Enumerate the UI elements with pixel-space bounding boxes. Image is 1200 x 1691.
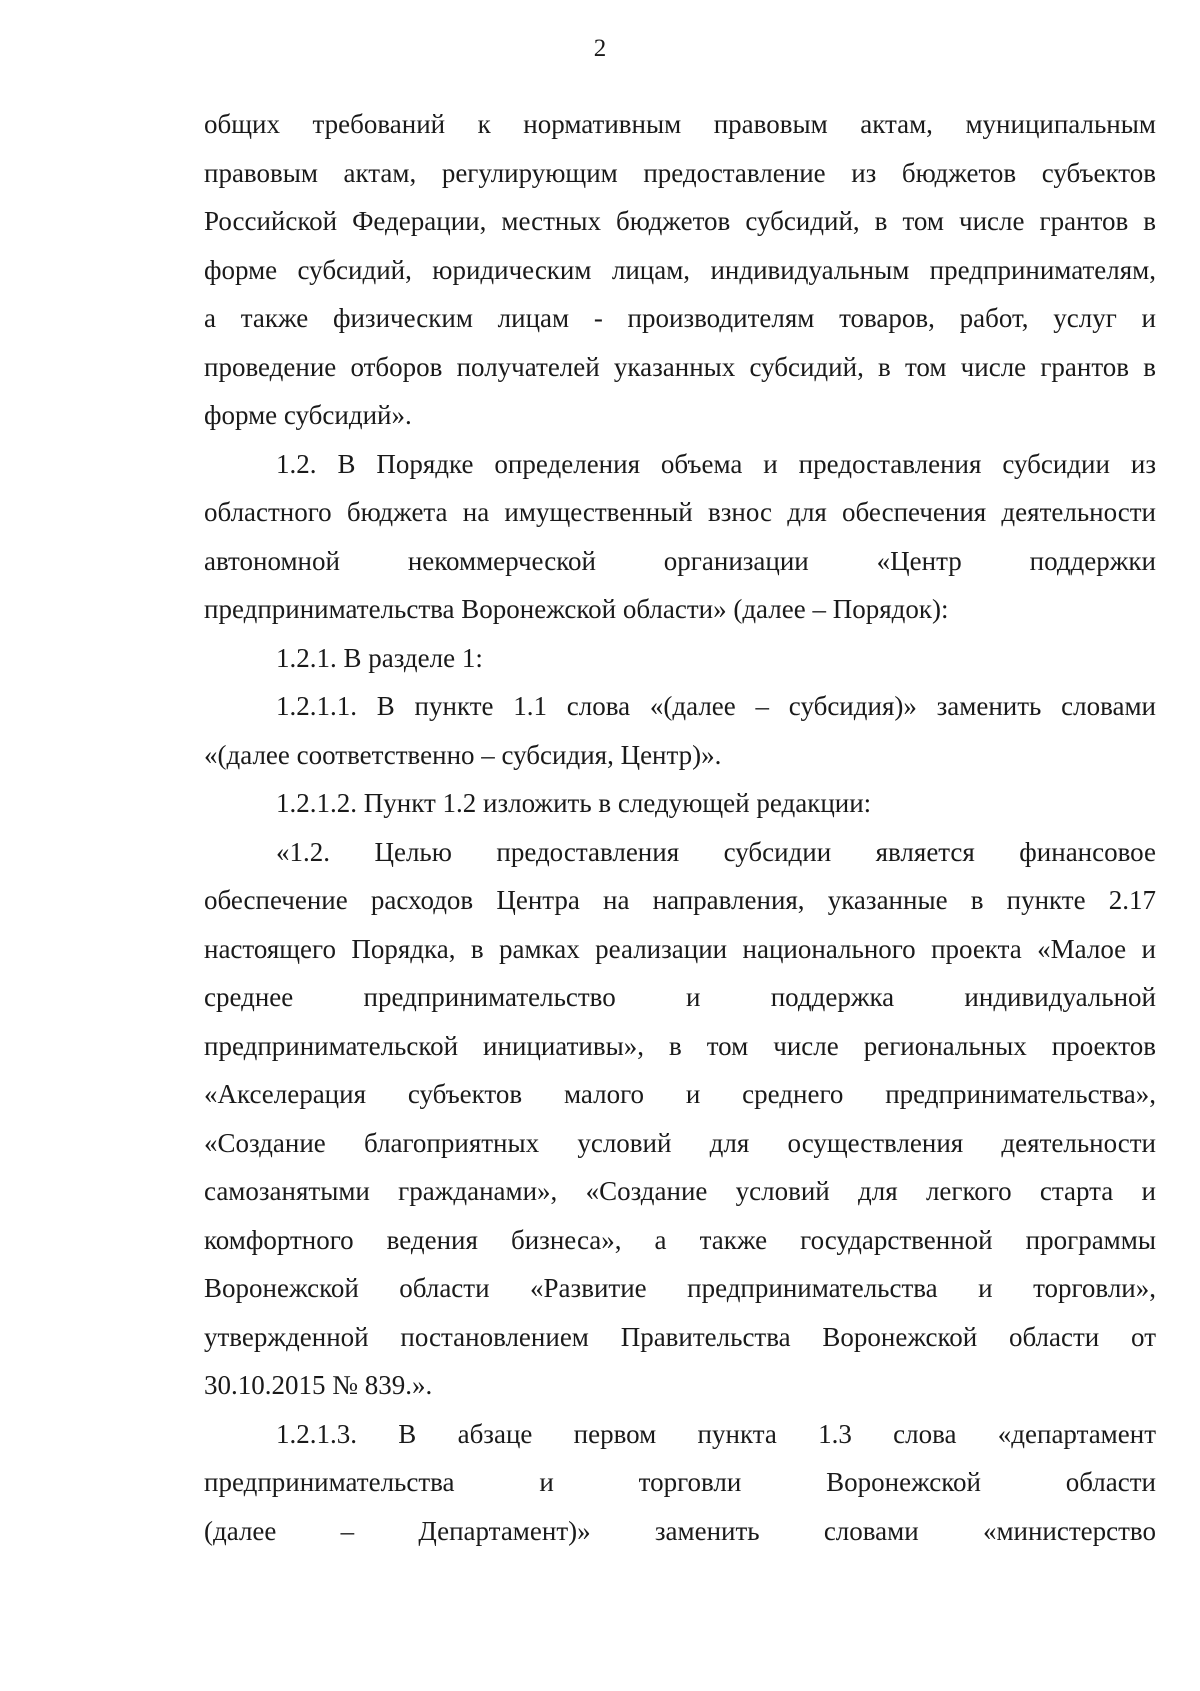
text-line: предпринимательства Воронежской области» (далее – Порядок): [204,594,949,624]
paragraph [204,440,1156,634]
text-line: 1.2. В Порядке определения объема и предоставления субсидии из [276,448,1156,479]
text-line: 1.2.1.3. В абзаце первом пункта 1.3 слова «департамент [276,1418,1156,1449]
text-line: «1.2. Целью предоставления субсидии является финансовое [276,836,1156,867]
text-line: (далее – Департамент)» заменить словами «министерство [204,1515,1156,1546]
text-line: комфортного ведения бизнеса», а также государственной программы [204,1224,1156,1255]
text-line: Российской Федерации, местных бюджетов субсидий, в том числе грантов в [204,206,1156,236]
paragraph [204,828,1156,1410]
text-line: «Акселерация субъектов малого и среднего предпринимательства», [204,1079,1156,1109]
text-line: правовым актам, регулирующим предоставление из бюджетов субъектов [204,157,1156,188]
text-line: Воронежской области «Развитие предпринимательства и торговли», [204,1273,1156,1303]
text-line: 1.2.1.2. Пункт 1.2 изложить в следующей редакции: [276,788,872,818]
paragraph [204,100,1156,440]
text-line: настоящего Порядка, в рамках реализации национального проекта «Малое и [204,933,1156,964]
text-line: форме субсидий, юридическим лицам, индивидуальным предпринимателям, [204,254,1156,285]
text-line: проведение отборов получателей указанных субсидий, в том числе грантов в [204,351,1156,382]
text-line: самозанятыми гражданами», «Создание условий для легкого старта и [204,1176,1156,1206]
paragraph [204,1410,1156,1556]
text-line: а также физическим лицам - производителям товаров, работ, услуг и [204,303,1156,333]
text-line: предпринимательства и торговли Воронежской области [204,1467,1156,1497]
text-line: общих требований к нормативным правовым актам, муниципальным [204,109,1156,139]
paragraph [204,779,1156,828]
text-line: «(далее соответственно – субсидия, Центр)». [204,739,722,770]
text-line: среднее предпринимательство и поддержка индивидуальной [204,982,1156,1012]
text-line: обеспечение расходов Центра на направления, указанные в пункте 2.17 [204,885,1156,915]
text-line: «Создание благоприятных условий для осуществления деятельности [204,1127,1156,1158]
text-line: предпринимательской инициативы», в том числе региональных проектов [204,1030,1156,1061]
text-line: областного бюджета на имущественный взнос для обеспечения деятельности [204,497,1156,527]
document-body [204,100,1156,1555]
text-line: 1.2.1. В разделе 1: [276,642,483,673]
text-line: форме субсидий». [204,400,412,430]
text-line: 30.10.2015 № 839.». [204,1370,433,1400]
page-number: 2 [593,35,607,62]
text-line: утвержденной постановлением Правительства Воронежской области от [204,1321,1156,1352]
paragraph [204,682,1156,779]
text-line: 1.2.1.1. В пункте 1.1 слова «(далее – субсидия)» заменить словами [276,691,1156,721]
text-line: автономной некоммерческой организации «Центр поддержки [204,545,1156,576]
paragraph [204,634,1156,683]
